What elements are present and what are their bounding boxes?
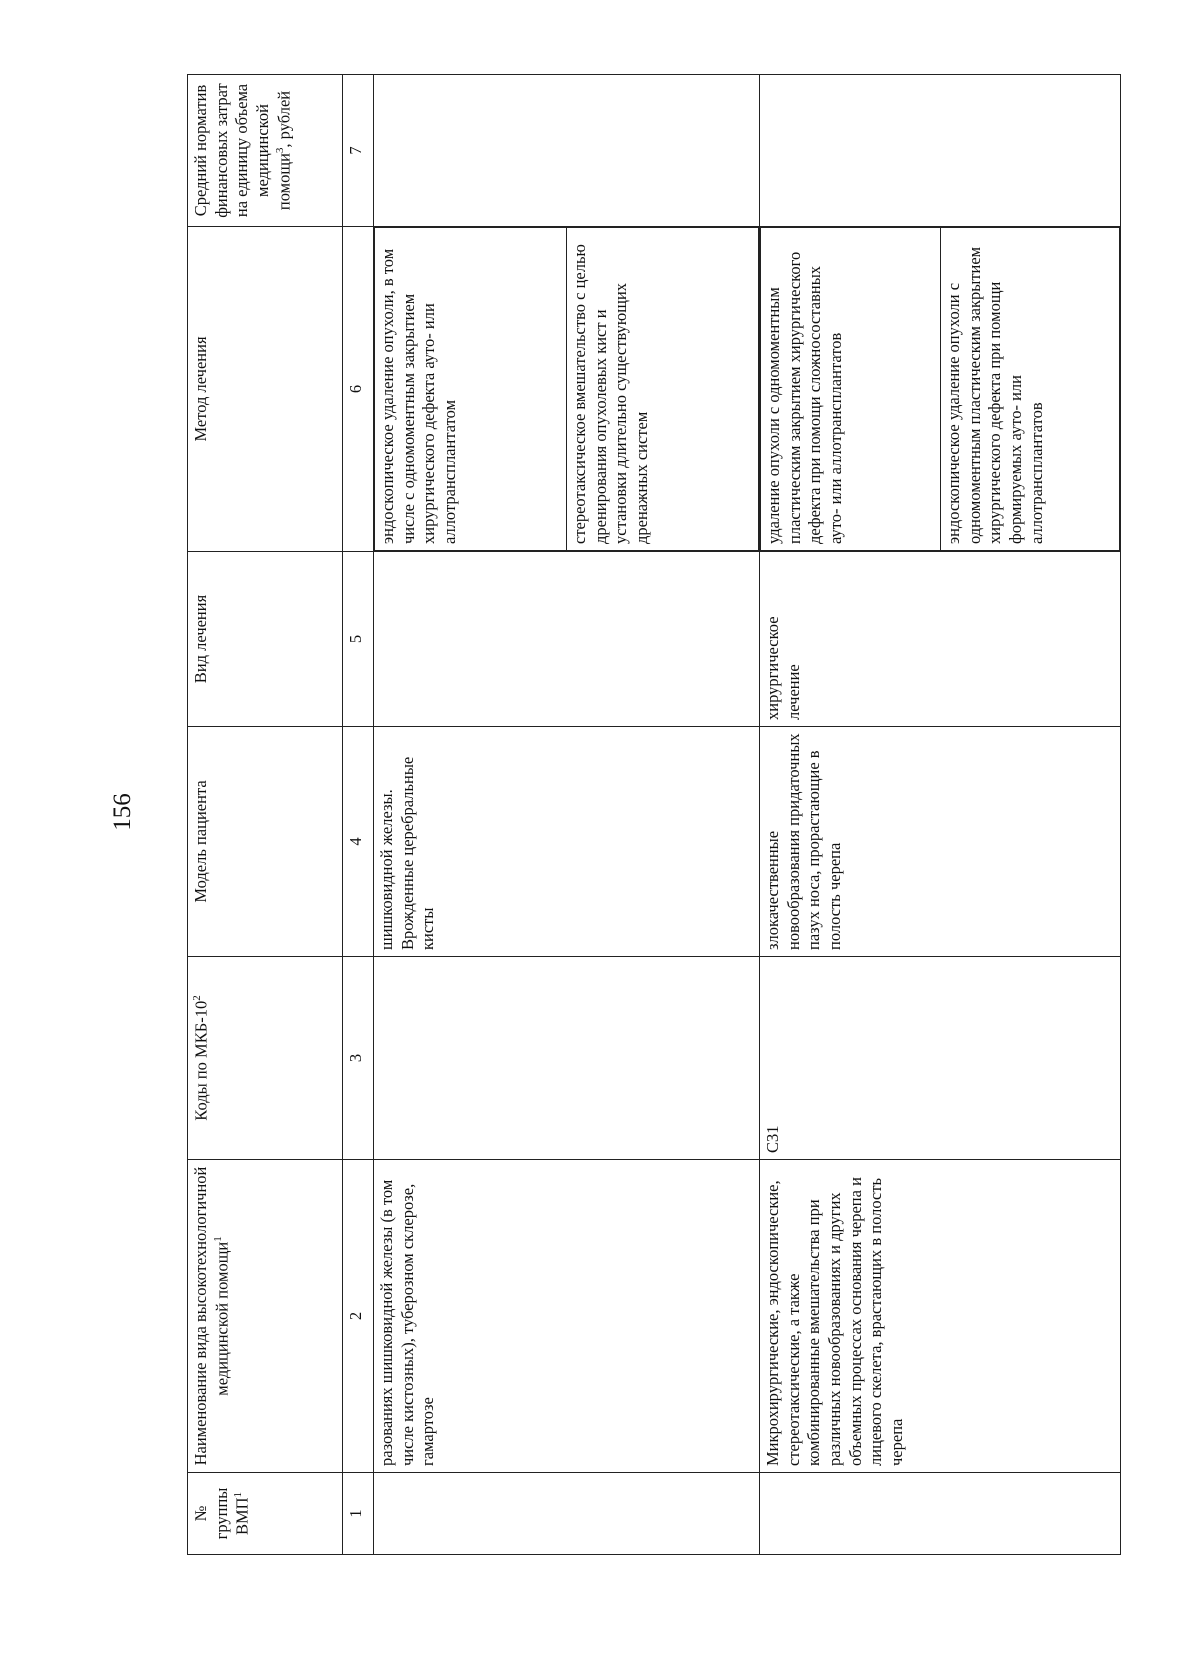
header-group-number: № группы ВМП$^1$: [188, 1473, 343, 1555]
header-patient-model: Модель пациента: [188, 727, 343, 957]
vmp-table: [187, 74, 1121, 1555]
table-row: [374, 75, 760, 1555]
column-number: 1: [343, 1473, 374, 1555]
treatment-method-cell: [374, 227, 760, 552]
icd-codes-cell: [374, 957, 760, 1160]
column-number: 4: [343, 727, 374, 957]
method-item: удаление опухоли с одномоментным пластическим закрытием хирургического дефекта при помощи сложносоставных ауто- или аллотрансплантатов: [761, 228, 941, 551]
column-number: 7: [343, 75, 374, 227]
rotated-table-stage: [187, 75, 1121, 1555]
treatment-method-cell: [760, 227, 1121, 552]
method-item: стереотаксическое вмешательство с целью дренирования опухолевых кист и установки длительно существующих дренажных систем: [567, 228, 759, 551]
column-number: 2: [343, 1160, 374, 1473]
header-row: [188, 75, 343, 1555]
header-vmp-name: Наименование вида высокотехнологичной медицинской помощи$^1$: [188, 1160, 343, 1473]
column-number: 3: [343, 957, 374, 1160]
cost-cell: [374, 75, 760, 227]
group-number-cell: [374, 1473, 760, 1555]
column-number: 5: [343, 552, 374, 727]
icd-codes-cell: C31: [760, 957, 1121, 1160]
table-row: [760, 75, 1121, 1555]
method-subtable: [374, 227, 759, 551]
method-item: эндоскопическое удаление опухоли, в том числе с одномоментным закрытием хирургического дефекта ауто- или аллотрансплантатом: [375, 228, 567, 551]
column-number-row: [343, 75, 374, 1555]
patient-model-cell: злокачественные новообразования придаточных пазух носа, прорастающие в полость черепа: [760, 727, 1121, 957]
patient-model-cell: шишковидной железы. Врожденные церебральные кисты: [374, 727, 760, 957]
header-treatment-method: Метод лечения: [188, 227, 343, 552]
treatment-kind-cell: хирургическое лечение: [760, 552, 1121, 727]
method-subtable: [760, 227, 1120, 551]
header-treatment-kind: Вид лечения: [188, 552, 343, 727]
vmp-name-cell: разованиях шишковидной железы (в том числе кистозных), туберозном склерозе, гамартозе: [374, 1160, 760, 1473]
vmp-name-cell: Микрохирургические, эндоскопические, стереотаксические, а также комбинированные вмешательства при различных новообразованиях и других объемных процессах основания черепа и лицевого скелета, врастающих в полость черепа: [760, 1160, 1121, 1473]
method-item: эндоскопическое удаление опухоли с одномоментным пластическим закрытием хирургического дефекта при помощи формируемых ауто- или аллотрансплантатов: [941, 228, 1120, 551]
group-number-cell: [760, 1473, 1121, 1555]
page-number: 156: [109, 793, 136, 831]
header-icd-codes: Коды по МКБ-$10^2$: [188, 957, 343, 1160]
cost-cell: [760, 75, 1121, 227]
header-cost-norm: Средний норматив финансовых затрат на единицу объема медицинской помощи$^3$, рублей: [188, 75, 343, 227]
treatment-kind-cell: [374, 552, 760, 727]
column-number: 6: [343, 227, 374, 552]
